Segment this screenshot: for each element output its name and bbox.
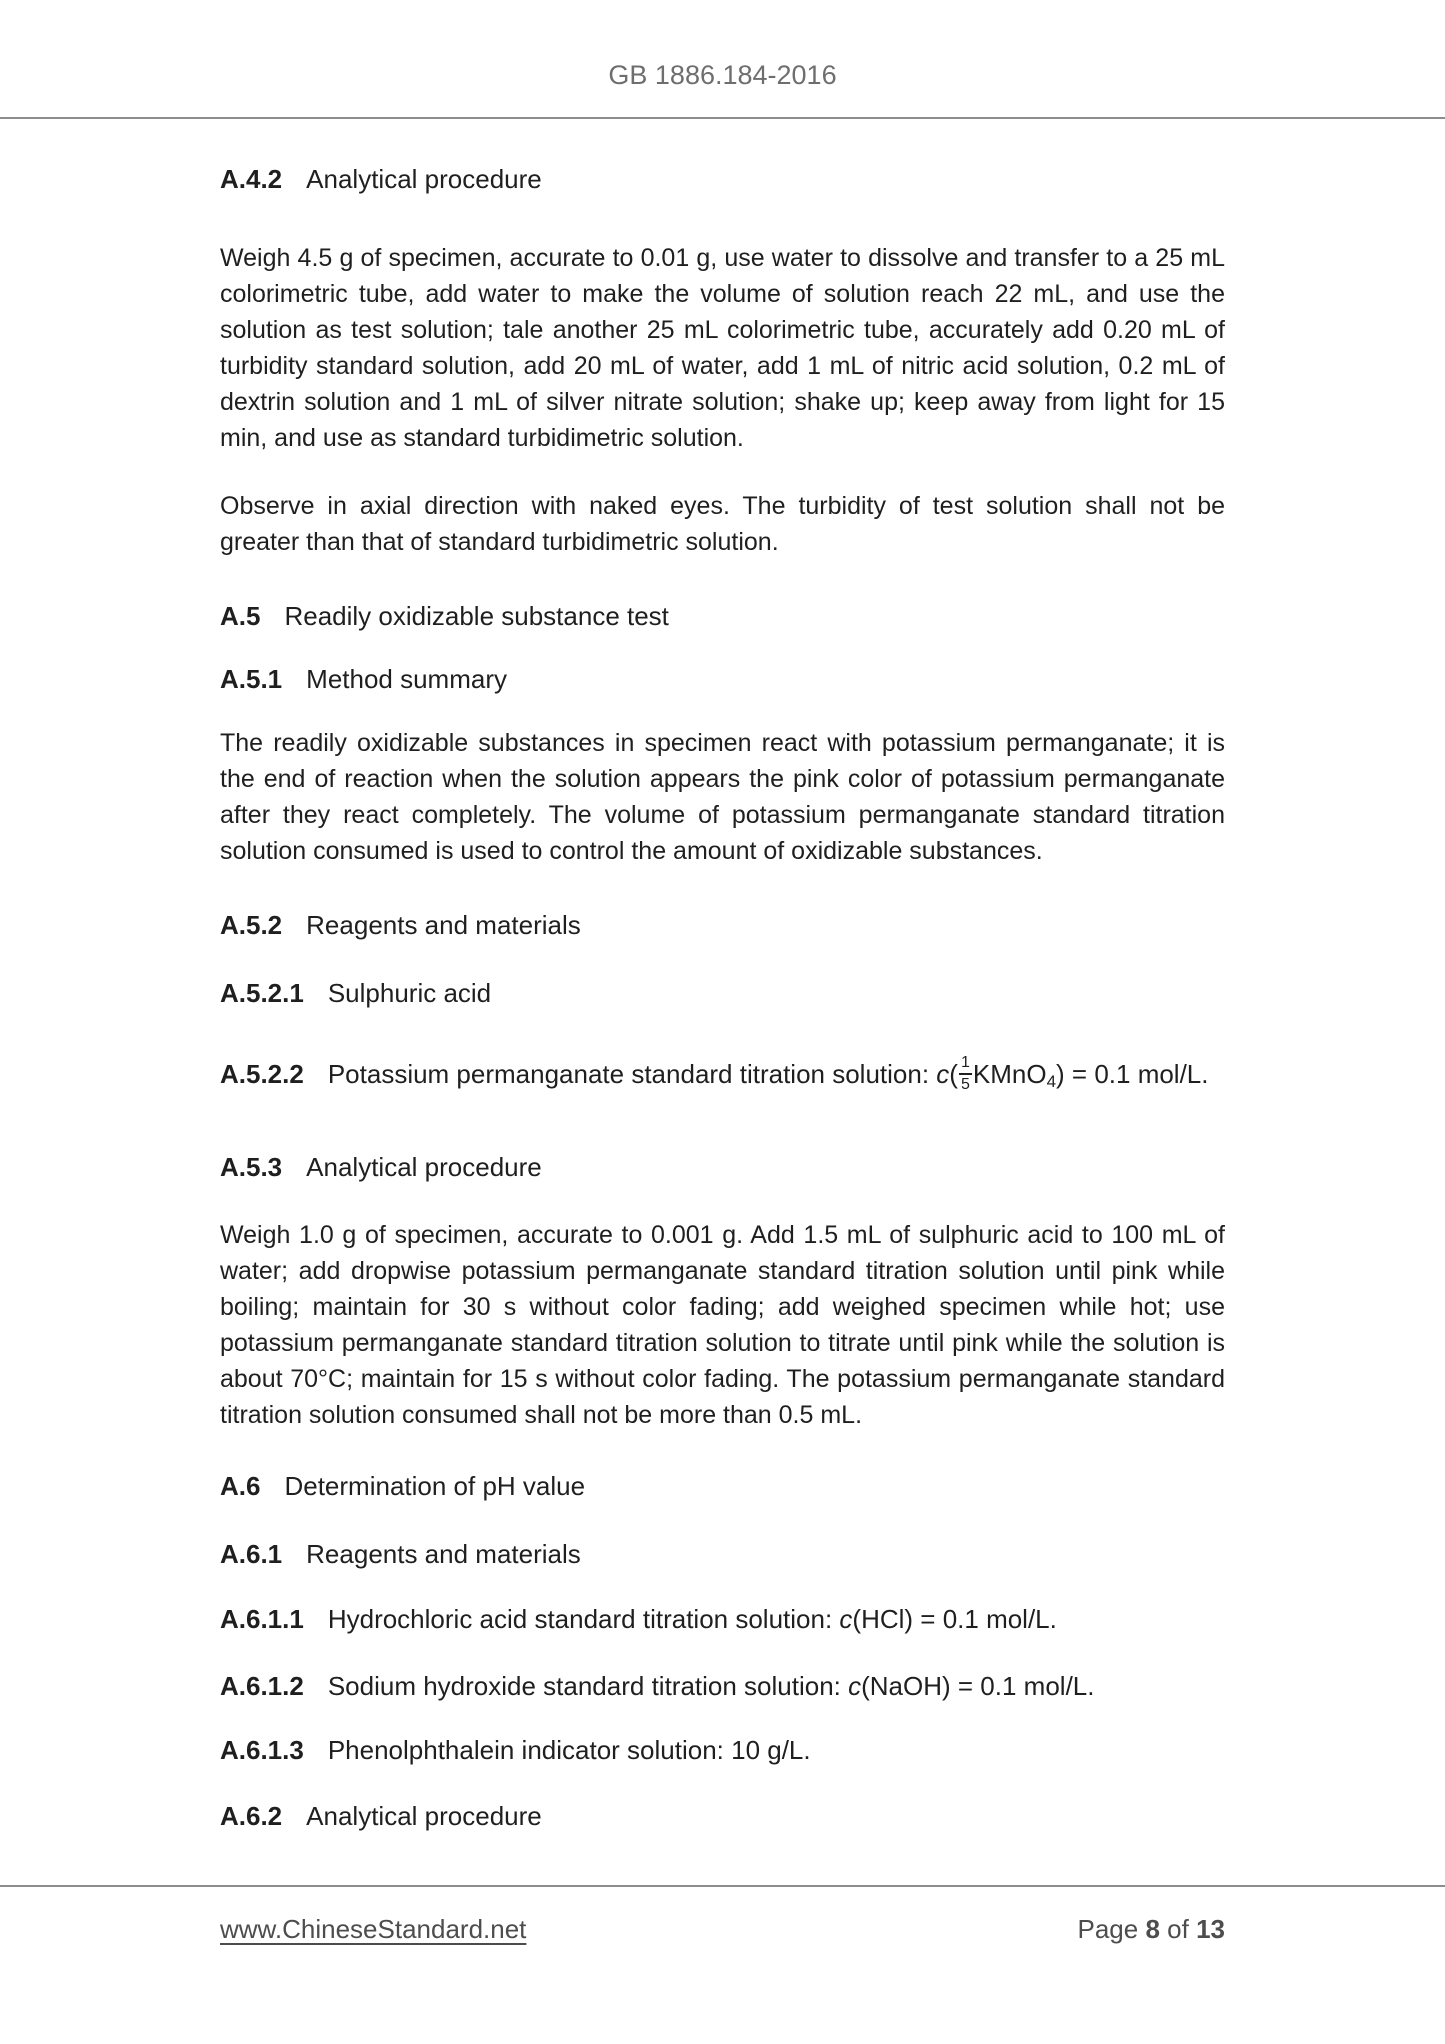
concentration-symbol: c [839,1604,853,1634]
section-heading-a6-1-1 [220,1603,1225,1635]
section-heading-a5-2-2 [220,1049,1225,1099]
heading-text: Hydrochloric acid standard titration solution: [327,1604,840,1634]
section-heading-a6-1-3 [220,1734,1225,1766]
page-header [0,0,1445,119]
formula-value: (HCl) = 0.1 mol/L. [852,1604,1057,1634]
section-heading-a5-1 [220,663,1225,695]
website-link[interactable]: www.ChineseStandard.net [220,1914,527,1944]
heading-number: A.5 [220,601,261,631]
concentration-symbol: c [936,1059,950,1089]
heading-number: A.6.2 [220,1801,283,1831]
page-label: Page [1077,1914,1139,1944]
section-heading-a5-3 [220,1151,1225,1183]
section-heading-a6-2 [220,1800,1225,1832]
page-footer [0,1885,1445,1945]
footer-row [220,1913,1225,1945]
heading-label: Analytical procedure [306,164,542,194]
paragraph-analytical-procedure-2: Weigh 1.0 g of specimen, accurate to 0.001 g. Add 1.5 mL of sulphuric acid to 100 mL of water; add dropwise potassium permanganate standard titration solution until pink while boiling; maintain for 30 s without color fading; add weighed specimen while hot; use potassium permanganate standard titration solution to titrate until pink while the solution is about 70°C; maintain for 15 s without color fading. The potassium permanganate standard titration solution consumed shall not be more than 0.5 mL. [220,1221,1225,1429]
heading-label: Reagents and materials [306,1539,581,1569]
formula-value: ) = 0.1 mol/L. [1056,1059,1209,1089]
heading-label [328,1671,1095,1701]
page-total: 13 [1196,1914,1225,1944]
heading-label: Sulphuric acid [327,978,492,1008]
heading-number: A.6.1.1 [220,1604,304,1634]
heading-number: A.5.1 [220,664,283,694]
section-heading-a5-2 [220,909,1225,941]
heading-label [327,1054,1209,1094]
heading-number: A.6 [220,1471,261,1501]
heading-text: Sodium hydroxide standard titration solution: [327,1671,849,1701]
page-of-label: of [1167,1914,1189,1944]
heading-number: A.6.1.2 [220,1671,304,1701]
footer-rule [0,1885,1445,1887]
section-heading-a5-2-1 [220,977,1225,1009]
heading-label: Analytical procedure [306,1152,542,1182]
heading-number: A.5.2 [220,910,283,940]
page-content [220,163,1225,1832]
open-paren: ( [949,1059,958,1089]
formula-subscript: 4 [1046,1072,1057,1092]
heading-number: A.6.1 [220,1539,283,1569]
fraction-numerator: 1 [959,1055,972,1075]
formula-value: (NaOH) = 0.1 mol/L. [861,1671,1095,1701]
heading-text: Potassium permanganate standard titration solution: [327,1059,937,1089]
section-heading-a6-1 [220,1538,1225,1570]
chemical-formula: KMnO [972,1059,1047,1089]
heading-label: Readily oxidizable substance test [284,601,669,631]
heading-label: Analytical procedure [306,1801,542,1831]
paragraph-observe: Observe in axial direction with naked eyes. The turbidity of test solution shall not be greater than that of standard turbidimetric solution. [220,492,1225,556]
heading-label [328,1604,1057,1634]
heading-number: A.5.2.1 [220,978,304,1008]
fraction-denominator: 5 [960,1076,970,1094]
heading-number: A.5.3 [220,1152,283,1182]
header-rule [0,117,1445,119]
heading-label: Method summary [306,664,507,694]
heading-number: A.6.1.3 [220,1735,304,1765]
paragraph-analytical-procedure-1: Weigh 4.5 g of specimen, accurate to 0.01 g, use water to dissolve and transfer to a 25 mL colorimetric tube, add water to make the volume of solution reach 22 mL, and use the solution as test solution; tale another 25 mL colorimetric tube, accurately add 0.20 mL of turbidity standard solution, add 20 mL of water, add 1 mL of nitric acid solution, 0.2 mL of dextrin solution and 1 mL of silver nitrate solution; shake up; keep away from light for 15 min, and use as standard turbidimetric solution. [220,244,1225,452]
heading-number: A.4.2 [220,164,283,194]
fraction-one-fifth [959,1055,972,1093]
section-heading-a4-2 [220,163,1225,195]
heading-label: Phenolphthalein indicator solution: 10 g/L. [327,1735,811,1765]
section-heading-a6-1-2 [220,1670,1225,1702]
heading-number: A.5.2.2 [220,1059,304,1089]
page-current: 8 [1145,1914,1160,1944]
heading-label: Reagents and materials [306,910,581,940]
section-heading-a6 [220,1470,1225,1502]
standard-number: GB 1886.184-2016 [608,60,837,90]
paragraph-method-summary: The readily oxidizable substances in specimen react with potassium permanganate; it is the end of reaction when the solution appears the pink color of potassium permanganate after they react completely. The volume of potassium permanganate standard titration solution consumed is used to control the amount of oxidizable substances. [220,729,1225,865]
section-heading-a5 [220,600,1225,632]
concentration-symbol: c [848,1671,862,1701]
heading-label: Determination of pH value [284,1471,586,1501]
page-number [1077,1913,1225,1945]
